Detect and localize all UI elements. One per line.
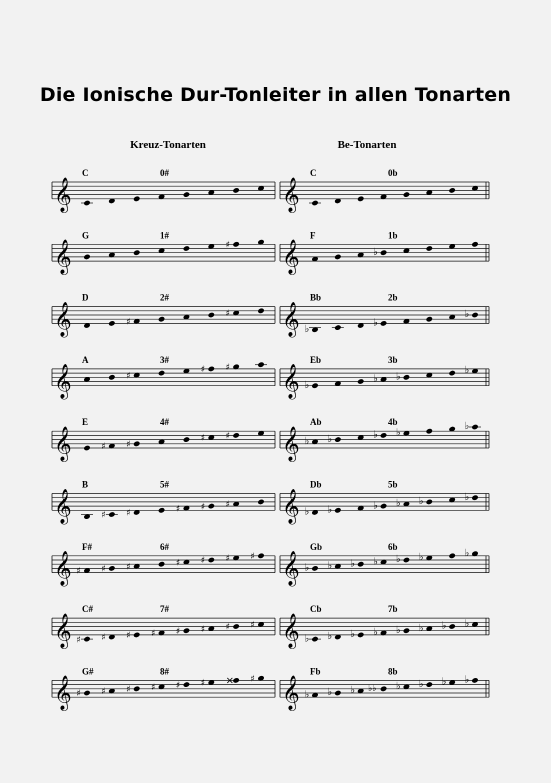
notehead <box>403 627 410 633</box>
treble-clef-icon: 𝄞 <box>282 301 300 337</box>
sharp-icon: ♯ <box>250 674 255 685</box>
sharp-icon: ♯ <box>101 687 106 698</box>
sharp-icon: ♯ <box>126 371 131 382</box>
notehead <box>257 361 264 367</box>
notehead <box>133 632 140 638</box>
key-name: F# <box>82 541 92 552</box>
notehead <box>380 249 387 255</box>
notehead <box>208 503 215 509</box>
flat-icon: ♭ <box>327 631 333 643</box>
flat-icon: ♭ <box>464 309 470 321</box>
key-signature-count: 8# <box>160 666 169 677</box>
notehead <box>83 445 90 451</box>
treble-clef-icon: 𝄞 <box>54 613 72 649</box>
sharp-icon: ♯ <box>126 440 131 450</box>
treble-clef-icon: 𝄞 <box>282 239 300 275</box>
notehead <box>257 308 264 314</box>
sharp-icon: ♯ <box>101 442 106 453</box>
notehead <box>357 561 364 567</box>
flat-icon: ♭ <box>304 633 310 645</box>
flat-icon: ♭ <box>373 373 378 385</box>
notehead <box>448 553 455 559</box>
flat-icon: ♭ <box>418 496 424 508</box>
sharp-icon: ♯ <box>76 689 81 700</box>
column-heading-sharp-keys: Kreuz-Tonarten <box>130 139 206 151</box>
flat-icon: ♭ <box>395 498 401 510</box>
flat-icon: ♭ <box>464 491 470 503</box>
notehead <box>357 632 364 638</box>
flat-icon: ♭ <box>418 678 424 690</box>
treble-clef-icon: 𝄞 <box>282 551 300 587</box>
notehead <box>83 200 90 206</box>
flat-icon: ♭ <box>327 560 333 572</box>
sharp-icon: ♯ <box>200 624 206 635</box>
flat-icon: ♭ <box>327 433 333 445</box>
page-title: Die Ionische Dur-Tonleiter in allen Tonarten <box>39 84 512 106</box>
sharp-icon: ♯ <box>200 365 206 376</box>
treble-clef-icon: 𝄞 <box>54 177 72 213</box>
notehead <box>357 196 364 202</box>
flat-icon: ♭ <box>304 379 310 391</box>
double-sharp-icon: × <box>225 675 235 687</box>
notehead <box>403 191 410 197</box>
sharp-icon: ♯ <box>225 554 231 565</box>
sharp-icon: ♯ <box>151 629 156 639</box>
notehead <box>257 499 264 505</box>
key-name: G <box>82 230 90 241</box>
flat-icon: ♭ <box>418 622 424 634</box>
notehead <box>334 324 341 330</box>
flat-icon: ♭ <box>464 618 470 630</box>
key-name: G# <box>82 666 94 677</box>
notehead <box>133 686 140 692</box>
sharp-icon: ♯ <box>200 678 206 689</box>
sharp-icon: ♯ <box>225 431 231 442</box>
key-name: C# <box>82 604 93 615</box>
key-name: F <box>310 230 316 241</box>
flat-icon: ♭ <box>327 687 333 699</box>
notehead <box>158 507 165 513</box>
flat-icon: ♭ <box>350 558 355 570</box>
key-name: Gb <box>310 541 323 552</box>
sharp-icon: ♯ <box>200 556 206 567</box>
notehead <box>426 428 433 434</box>
key-signature-count: 7# <box>160 604 169 615</box>
flat-icon: ♭ <box>395 624 401 636</box>
flat-icon: ♭ <box>304 435 310 447</box>
key-name: D <box>82 292 89 303</box>
notehead <box>380 432 387 438</box>
notehead <box>311 636 318 642</box>
sharp-icon: ♯ <box>250 552 255 562</box>
notehead <box>208 312 215 318</box>
key-name: E <box>82 417 89 428</box>
flat-icon: ♭ <box>395 554 401 566</box>
treble-clef-icon: 𝄞 <box>282 177 300 213</box>
flat-icon: ♭ <box>350 629 355 641</box>
key-name: B <box>82 479 89 490</box>
key-name: C <box>82 168 89 178</box>
flat-icon: ♭ <box>441 676 447 688</box>
notehead <box>380 503 387 509</box>
column-heading-flat-keys: Be-Tonarten <box>337 139 397 151</box>
key-name: A <box>82 354 89 365</box>
notehead <box>158 370 165 376</box>
flat-icon: ♭ <box>464 674 470 686</box>
key-signature-count: 4b <box>388 417 398 428</box>
notehead <box>232 187 239 193</box>
flat-icon: ♭ <box>395 427 401 439</box>
sharp-icon: ♯ <box>175 504 181 515</box>
notehead <box>426 499 433 505</box>
treble-clef-icon: 𝄞 <box>54 239 72 275</box>
key-name: Cb <box>310 604 322 615</box>
key-signature-count: 6b <box>388 541 398 552</box>
sharp-icon: ♯ <box>126 562 131 573</box>
key-signature-count: 6# <box>160 541 169 552</box>
notehead <box>426 681 433 687</box>
flat-icon: ♭ <box>304 506 310 518</box>
sharp-icon: ♯ <box>225 500 231 511</box>
sharp-icon: ♯ <box>126 508 131 519</box>
treble-clef-icon: 𝄞 <box>282 364 300 400</box>
notehead <box>232 241 239 247</box>
sharp-icon: ♯ <box>76 566 81 577</box>
flat-icon: ♭ <box>373 429 378 441</box>
sharp-icon: ♯ <box>175 626 181 637</box>
key-signature-count: 5# <box>160 479 169 490</box>
notehead <box>208 557 215 563</box>
key-name: Eb <box>310 354 322 365</box>
key-signature-count: 3b <box>388 354 398 365</box>
notehead <box>158 316 165 322</box>
flat-icon: ♭ <box>418 552 424 564</box>
notehead <box>108 320 115 326</box>
notehead <box>357 378 364 384</box>
treble-clef-icon: 𝄞 <box>282 613 300 649</box>
notehead <box>426 316 433 322</box>
notehead <box>83 254 90 260</box>
notehead <box>448 370 455 376</box>
key-signature-count: 5b <box>388 479 398 490</box>
notehead <box>257 553 264 559</box>
key-name: Db <box>310 479 322 490</box>
notehead <box>208 366 215 372</box>
treble-clef-icon: 𝄞 <box>54 426 72 462</box>
notehead <box>471 424 478 430</box>
key-signature-count: 1b <box>388 230 398 241</box>
notehead <box>133 441 140 447</box>
sharp-icon: ♯ <box>200 433 206 444</box>
sharp-icon: ♯ <box>225 363 231 373</box>
flat-icon: ♭ <box>441 620 447 632</box>
sharp-icon: ♯ <box>101 510 106 521</box>
flat-icon: ♭ <box>395 371 401 383</box>
flat-icon: ♭ <box>304 323 310 335</box>
flat-icon: ♭ <box>304 689 310 701</box>
sharp-icon: ♯ <box>101 633 106 644</box>
sharp-icon: ♯ <box>126 631 131 642</box>
notehead <box>471 494 478 500</box>
sharp-icon: ♯ <box>126 317 131 328</box>
treble-clef-icon: 𝄞 <box>54 551 72 587</box>
notehead <box>471 241 478 247</box>
notehead <box>311 565 318 571</box>
key-signature-count: 3# <box>160 354 169 365</box>
sharp-icon: ♯ <box>76 635 81 646</box>
sharp-icon: ♯ <box>151 682 156 693</box>
notehead <box>83 690 90 696</box>
key-signature-count: 1# <box>160 230 169 241</box>
notehead <box>403 557 410 563</box>
treble-clef-icon: 𝄞 <box>282 488 300 524</box>
sharp-icon: ♯ <box>126 685 131 695</box>
sharp-icon: ♯ <box>225 309 231 320</box>
flat-icon: ♭ <box>373 500 378 512</box>
notehead <box>426 245 433 251</box>
key-signature-count: 7b <box>388 604 398 615</box>
treble-clef-icon: 𝄞 <box>282 675 300 711</box>
notehead <box>403 374 410 380</box>
notehead <box>380 320 387 326</box>
notehead <box>471 312 478 318</box>
notehead <box>108 374 115 380</box>
flat-icon: ♭ <box>395 680 401 692</box>
key-name: Bb <box>310 292 322 303</box>
notehead <box>311 200 318 206</box>
notehead <box>448 187 455 193</box>
notehead <box>380 686 387 692</box>
treble-clef-icon: 𝄞 <box>54 301 72 337</box>
sharp-icon: ♯ <box>225 622 231 633</box>
notehead <box>158 561 165 567</box>
key-signature-count: 8b <box>388 666 398 677</box>
notehead <box>232 623 239 629</box>
flat-icon: ♭ <box>464 421 470 433</box>
flat-icon: ♭ <box>373 246 378 258</box>
treble-clef-icon: 𝄞 <box>282 426 300 462</box>
notehead <box>334 507 341 513</box>
notehead <box>183 681 190 687</box>
notehead <box>183 627 190 633</box>
sharp-icon: ♯ <box>175 680 181 691</box>
treble-clef-icon: 𝄞 <box>54 675 72 711</box>
key-name: Fb <box>310 666 321 677</box>
flat-icon: ♭ <box>327 504 333 516</box>
flat-icon: ♭ <box>464 547 470 559</box>
sharp-icon: ♯ <box>200 502 206 513</box>
notehead <box>311 382 318 388</box>
notehead <box>448 623 455 629</box>
notehead <box>232 432 239 438</box>
treble-clef-icon: 𝄞 <box>54 488 72 524</box>
sharp-icon: ♯ <box>225 240 231 251</box>
key-signature-count: 0# <box>160 168 169 178</box>
key-signature-count: 0b <box>388 168 398 178</box>
double-flat-icon: ♭♭ <box>368 684 377 694</box>
key-signature-count: 2# <box>160 292 169 303</box>
flat-icon: ♭ <box>350 685 355 697</box>
flat-icon: ♭ <box>373 627 378 638</box>
notehead <box>471 677 478 683</box>
key-signature-count: 2b <box>388 292 398 303</box>
notehead <box>108 511 115 517</box>
notehead <box>183 245 190 251</box>
key-name: C <box>310 168 317 178</box>
key-name: Ab <box>310 417 322 428</box>
treble-clef-icon: 𝄞 <box>54 364 72 400</box>
sharp-icon: ♯ <box>101 564 106 575</box>
key-signature-count: 4# <box>160 417 169 428</box>
notehead <box>83 636 90 642</box>
notehead <box>183 436 190 442</box>
flat-icon: ♭ <box>373 556 378 568</box>
notehead <box>334 690 341 696</box>
notehead <box>183 191 190 197</box>
sharp-icon: ♯ <box>250 620 255 631</box>
notehead <box>334 254 341 260</box>
notehead <box>133 196 140 202</box>
notehead <box>108 565 115 571</box>
flat-icon: ♭ <box>304 562 310 574</box>
flat-icon: ♭ <box>373 317 378 329</box>
flat-icon: ♭ <box>464 365 470 377</box>
sharp-icon: ♯ <box>175 558 181 569</box>
notehead <box>133 249 140 255</box>
notehead <box>334 436 341 442</box>
